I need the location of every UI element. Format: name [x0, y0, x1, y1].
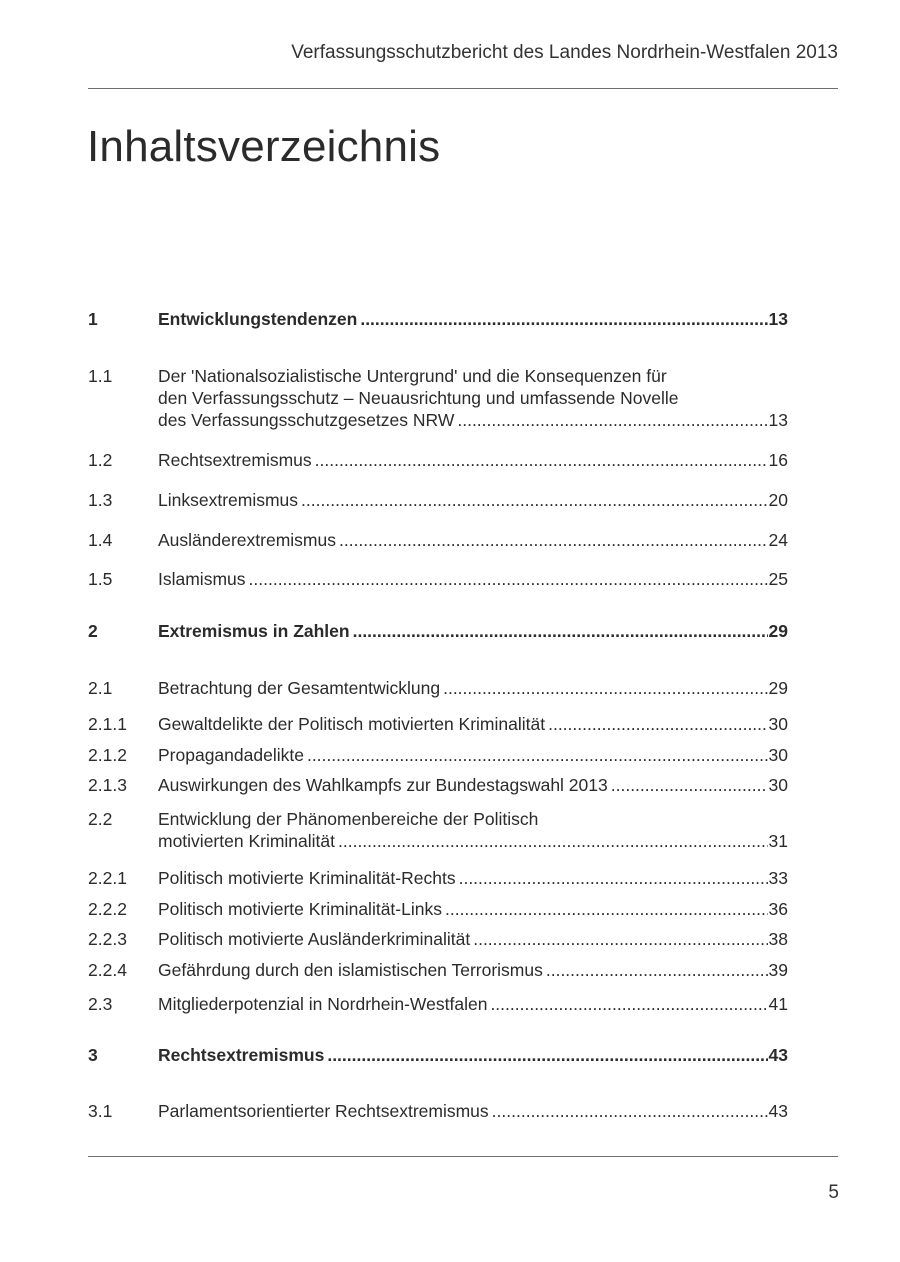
toc-entry-number: 3: [88, 1045, 98, 1065]
toc-entry-page: 13: [768, 410, 788, 430]
dot-leader: [338, 830, 768, 852]
toc-entry[interactable]: [88, 774, 788, 796]
toc-entry-page: 30: [768, 714, 788, 734]
dot-leader: [353, 620, 768, 642]
toc-entry-final-line: [158, 1100, 788, 1122]
toc-entry-final-line: [158, 529, 788, 551]
dot-leader: [249, 568, 768, 590]
toc-entry-title: Betrachtung der Gesamtentwicklung: [158, 678, 441, 698]
toc-entry-title: Rechtsextremismus: [158, 450, 312, 470]
toc-entry-body: [158, 993, 788, 1015]
running-header: Verfassungsschutzbericht des Landes Nordrhein-Westfalen 2013: [291, 42, 838, 63]
toc-entry[interactable]: [88, 568, 788, 590]
toc-entry-number: 2.1.1: [88, 714, 127, 734]
toc-entry-number: 2.2.3: [88, 929, 127, 949]
toc-entry-title: Entwicklungstendenzen: [158, 309, 358, 329]
toc-entry-title: Gewaltdelikte der Politisch motivierten Kriminalität: [158, 714, 546, 734]
dot-leader: [339, 529, 768, 551]
toc-entry-page: 29: [768, 678, 788, 698]
toc-entry-body: [158, 808, 788, 852]
toc-entry-body: [158, 449, 788, 471]
toc-entry-final-line: [158, 830, 788, 852]
toc-entry-title: Linksextremismus: [158, 490, 299, 510]
dot-leader: [360, 308, 767, 330]
dot-leader: [473, 928, 767, 950]
page-number: 5: [828, 1182, 839, 1203]
page-title: Inhaltsverzeichnis: [87, 122, 441, 171]
dot-leader: [492, 1100, 768, 1122]
toc-entry[interactable]: [88, 620, 788, 642]
toc-entry-page: 39: [768, 960, 788, 980]
toc-entry-page: 30: [768, 775, 788, 795]
toc-entry-title: Propagandadelikte: [158, 745, 304, 765]
toc-entry-title: Gefährdung durch den islamistischen Terrorismus: [158, 960, 543, 980]
toc-entry-final-line: [158, 308, 788, 330]
toc-entry-number: 2.2: [88, 809, 113, 829]
toc-entry-body: [158, 744, 788, 766]
toc-entry-body: [158, 489, 788, 511]
toc-entry[interactable]: [88, 959, 788, 981]
toc-entry-number: 1.4: [88, 530, 113, 550]
toc-entry-final-line: [158, 959, 788, 981]
toc-entry[interactable]: [88, 928, 788, 950]
toc-entry-page: 30: [768, 745, 788, 765]
toc-entry-title: Politisch motivierte Ausländerkriminalität: [158, 929, 471, 949]
toc-entry[interactable]: [88, 449, 788, 471]
toc-entry[interactable]: [88, 677, 788, 699]
toc-entry-final-line: [158, 1044, 788, 1066]
toc-entry-title: Islamismus: [158, 569, 246, 589]
toc-entry-final-line: [158, 713, 788, 735]
toc-entry-body: [158, 1100, 788, 1122]
toc-entry-body: [158, 928, 788, 950]
dot-leader: [315, 449, 768, 471]
toc-entry-number: 2.2.4: [88, 960, 127, 980]
dot-leader: [459, 867, 768, 889]
toc-entry-title: Auswirkungen des Wahlkampfs zur Bundestagswahl 2013: [158, 775, 608, 795]
toc-entry-final-line: [158, 449, 788, 471]
toc-entry-final-line: [158, 774, 788, 796]
toc-entry-body: [158, 529, 788, 551]
toc-entry-body: [158, 867, 788, 889]
toc-entry-number: 3.1: [88, 1101, 113, 1121]
toc-entry-body: [158, 713, 788, 735]
toc-entry-body: [158, 677, 788, 699]
toc-entry[interactable]: [88, 713, 788, 735]
toc-entry-page: 38: [768, 929, 788, 949]
dot-leader: [611, 774, 768, 796]
toc-entry-number: 2.2.1: [88, 868, 127, 888]
toc-entry-final-line: [158, 993, 788, 1015]
toc-entry[interactable]: [88, 529, 788, 551]
toc-entry-number: 2.3: [88, 994, 113, 1014]
toc-entry-title: Mitgliederpotenzial in Nordrhein-Westfalen: [158, 994, 488, 1014]
toc-entry-page: 16: [768, 450, 788, 470]
toc-entry-number: 1.2: [88, 450, 113, 470]
toc-entry-title-line: Der 'Nationalsozialistische Untergrund' und die Konsequenzen für: [158, 366, 667, 386]
footer-rule: [88, 1156, 838, 1157]
dot-leader: [546, 959, 768, 981]
toc-entry-page: 36: [768, 899, 788, 919]
toc-entry-body: [158, 774, 788, 796]
toc-entry-number: 2.1.3: [88, 775, 127, 795]
toc-entry[interactable]: [88, 308, 788, 330]
toc-entry-body: [158, 568, 788, 590]
toc-entry-page: 31: [768, 831, 788, 851]
toc-entry[interactable]: [88, 808, 788, 852]
toc-entry-number: 1.5: [88, 569, 113, 589]
toc-entry[interactable]: [88, 1044, 788, 1066]
toc-entry[interactable]: [88, 867, 788, 889]
toc-entry-page: 41: [768, 994, 788, 1014]
toc-entry-page: 20: [768, 490, 788, 510]
dot-leader: [548, 713, 767, 735]
dot-leader: [307, 744, 768, 766]
toc-entry-body: [158, 959, 788, 981]
toc-entry-final-line: [158, 409, 788, 431]
toc-entry-title: Ausländerextremismus: [158, 530, 336, 550]
toc-entry-title: motivierten Kriminalität: [158, 831, 335, 851]
toc-entry-number: 1.1: [88, 366, 113, 386]
toc-entry-page: 29: [768, 621, 788, 641]
toc-entry-page: 33: [768, 868, 788, 888]
toc-entry-title: Rechtsextremismus: [158, 1045, 325, 1065]
toc-entry-page: 24: [768, 530, 788, 550]
toc-entry-title: Politisch motivierte Kriminalität-Rechts: [158, 868, 456, 888]
dot-leader: [490, 993, 767, 1015]
toc-entry-final-line: [158, 489, 788, 511]
toc-entry[interactable]: [88, 489, 788, 511]
dot-leader: [327, 1044, 767, 1066]
toc-entry-final-line: [158, 867, 788, 889]
toc-entry-final-line: [158, 744, 788, 766]
toc-entry-body: [158, 1044, 788, 1066]
toc-entry-final-line: [158, 928, 788, 950]
toc-entry-body: [158, 365, 788, 431]
toc-entry-page: 25: [768, 569, 788, 589]
toc-entry[interactable]: [88, 898, 788, 920]
toc-entry-title: Parlamentsorientierter Rechtsextremismus: [158, 1101, 489, 1121]
toc-entry[interactable]: [88, 365, 788, 431]
toc-entry-page: 43: [768, 1045, 788, 1065]
toc-entry-title-line: den Verfassungsschutz – Neuausrichtung und umfassende Novelle: [158, 388, 679, 408]
toc-entry-page: 43: [768, 1101, 788, 1121]
toc-entry-body: [158, 620, 788, 642]
toc-entry-title: Politisch motivierte Kriminalität-Links: [158, 899, 442, 919]
toc-entry-title-line: Entwicklung der Phänomenbereiche der Politisch: [158, 809, 539, 829]
toc-entry-body: [158, 308, 788, 330]
toc-entry-final-line: [158, 898, 788, 920]
toc-entry-number: 1: [88, 309, 98, 329]
toc-entry-number: 2.1: [88, 678, 113, 698]
toc-entry[interactable]: [88, 744, 788, 766]
toc-entry[interactable]: [88, 1100, 788, 1122]
toc-entry-page: 13: [768, 309, 788, 329]
toc-entry-number: 2.2.2: [88, 899, 127, 919]
toc-entry-final-line: [158, 568, 788, 590]
toc-entry-title: des Verfassungsschutzgesetzes NRW: [158, 410, 455, 430]
toc-entry-number: 2.1.2: [88, 745, 127, 765]
dot-leader: [457, 409, 767, 431]
dot-leader: [443, 677, 767, 699]
toc-entry-body: [158, 898, 788, 920]
toc-entry-number: 1.3: [88, 490, 113, 510]
dot-leader: [445, 898, 768, 920]
toc-entry-final-line: [158, 620, 788, 642]
toc-entry[interactable]: [88, 993, 788, 1015]
toc-entry-title: Extremismus in Zahlen: [158, 621, 350, 641]
toc-entry-final-line: [158, 677, 788, 699]
header-rule: [88, 88, 838, 89]
dot-leader: [301, 489, 767, 511]
toc-entry-number: 2: [88, 621, 98, 641]
